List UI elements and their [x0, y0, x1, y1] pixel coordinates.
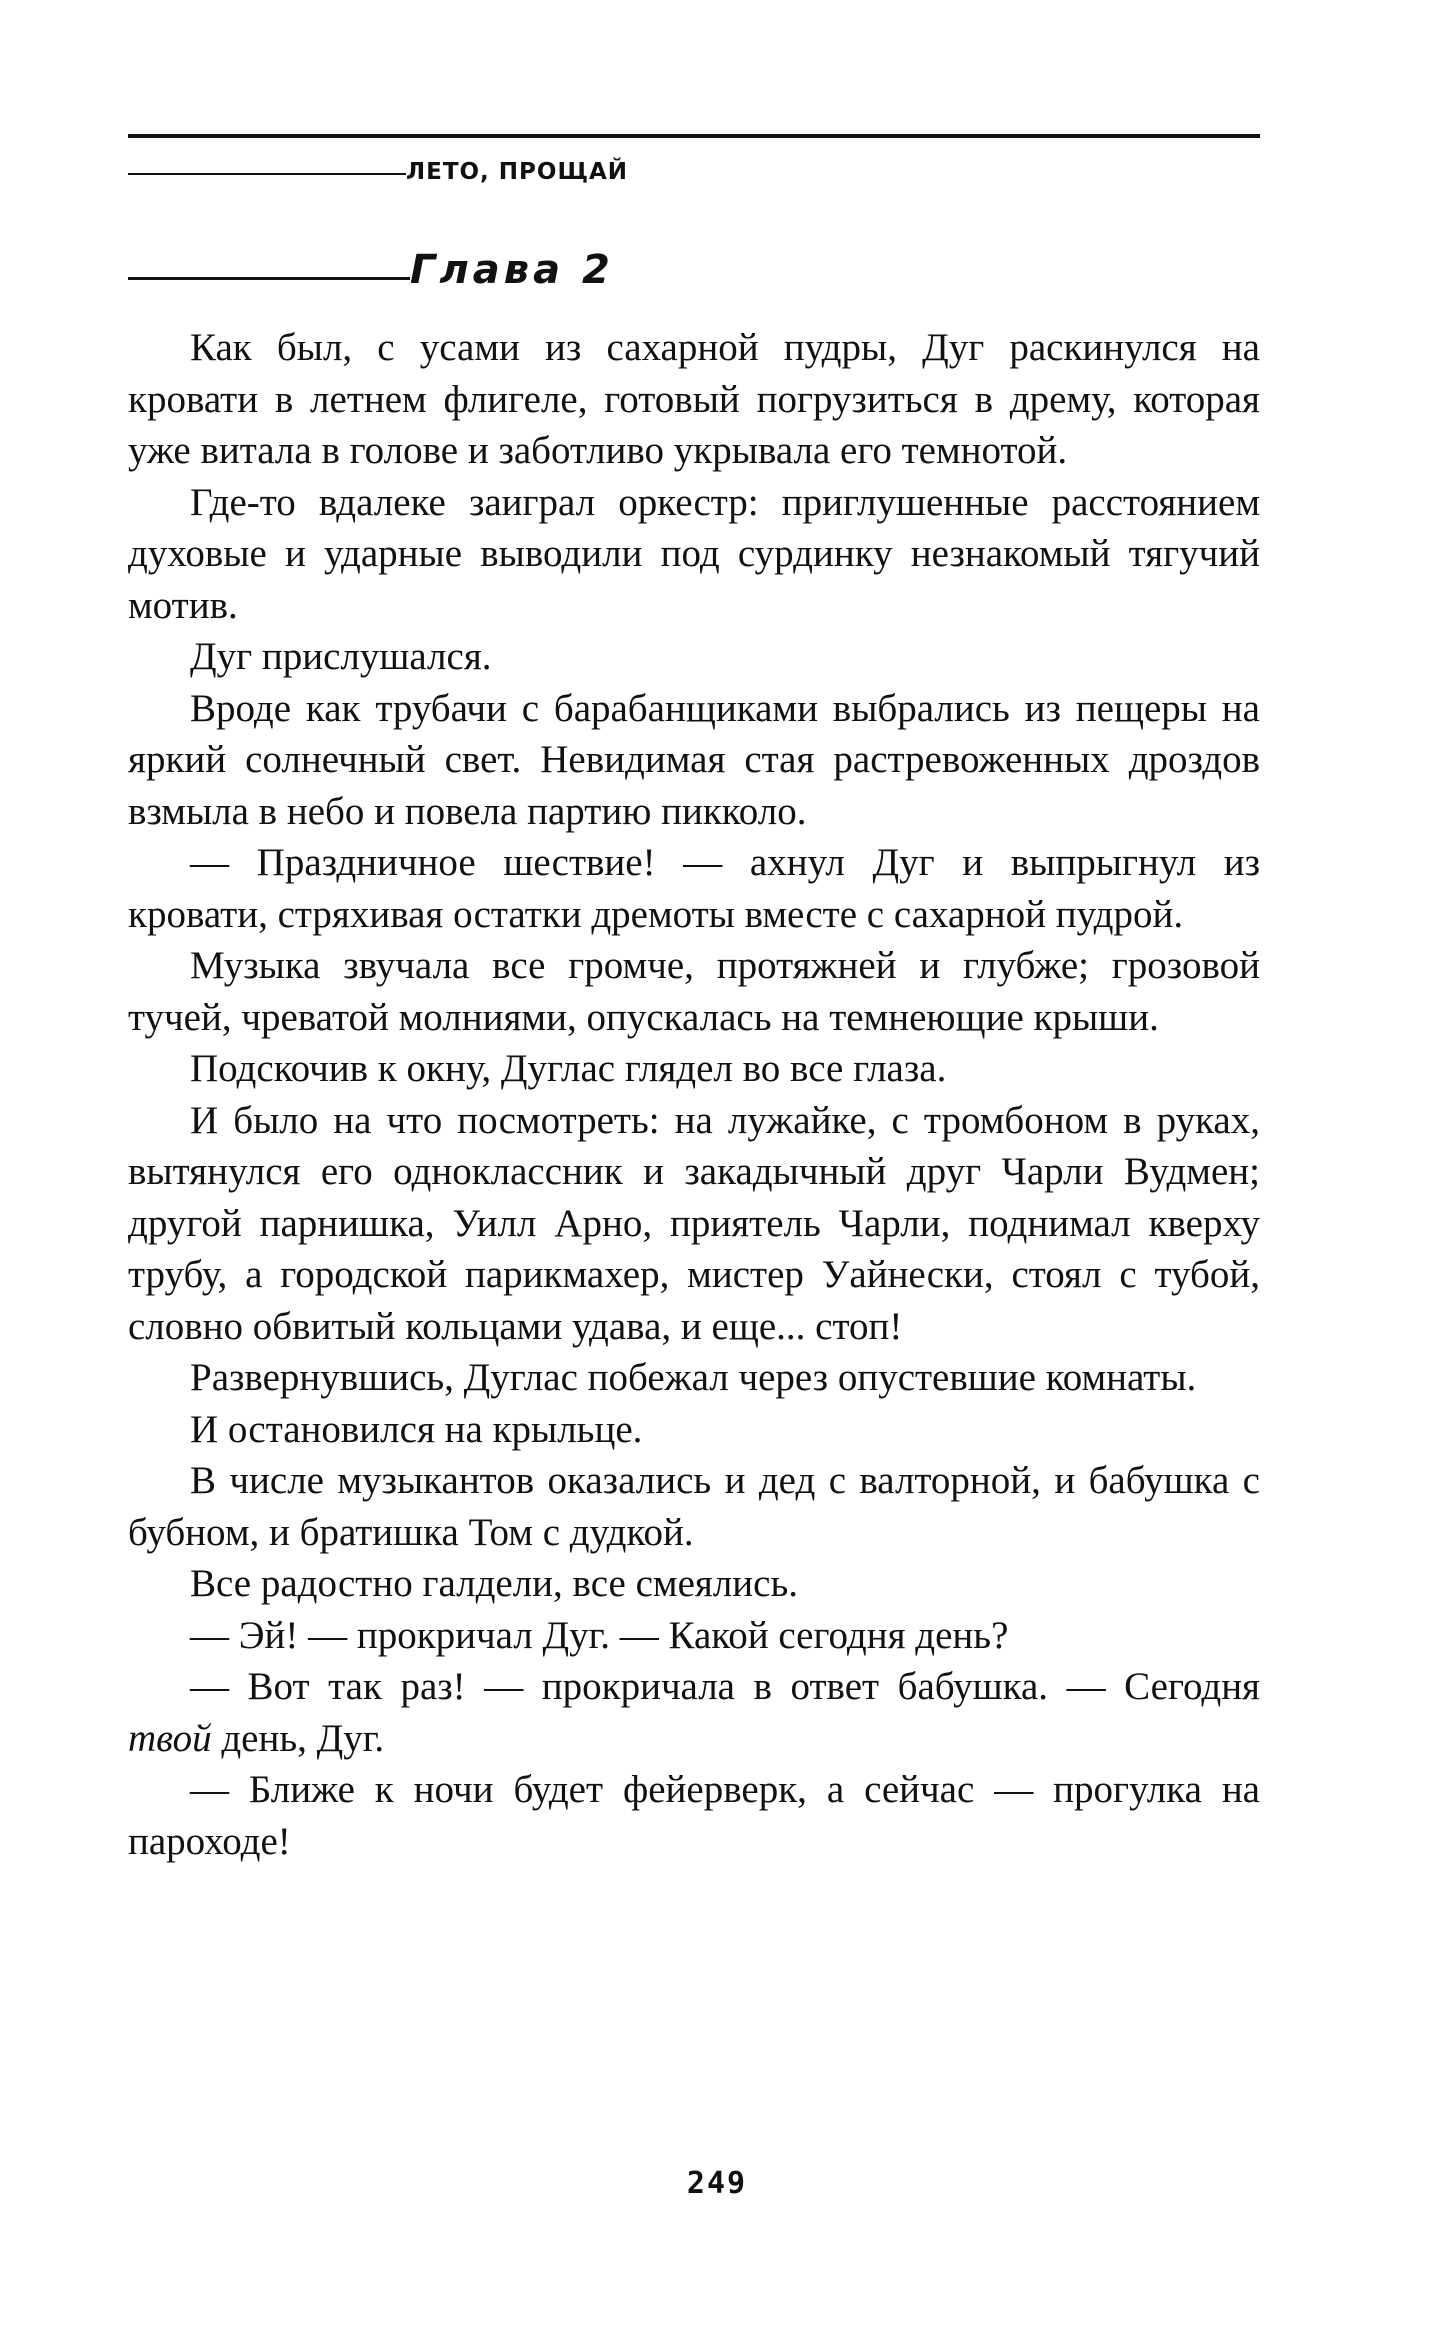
paragraph: В числе музыкантов оказались и дед с валторной, и бабушка с бубном, и братишка Том с дудкой. [128, 1459, 1260, 1554]
running-head [128, 150, 628, 184]
page-number: 249 [686, 2166, 748, 2201]
paragraph: Как был, с усами из сахарной пудры, Дуг раскинулся на кровати в летнем флигеле, готовый погрузиться в дрему, которая уже витала в голове и заботливо укрывала его темнотой. [128, 326, 1260, 472]
paragraph: Вроде как трубачи с барабанщиками выбрались из пещеры на яркий солнечный свет. Невидимая стая растревоженных дроздов взмыла в небо и повела партию пикколо. [128, 686, 1260, 833]
body-text [128, 322, 1260, 1867]
chapter-heading [128, 240, 614, 293]
chapter-title: Глава 2 [410, 247, 614, 293]
running-head-rule [128, 173, 406, 175]
paragraph: Где-то вдалеке заиграл оркестр: приглушенные расстоянием духовые и ударные выводили под сурдинку незнакомый тягучий мотив. [128, 480, 1260, 627]
paragraph: Музыка звучала все громче, протяжней и глубже; грозовой тучей, чреватой молниями, опускалась на темнеющие крыши. [128, 944, 1260, 1039]
chapter-heading-rule [128, 277, 410, 280]
running-head-title: ЛЕТО, ПРОЩАЙ [406, 159, 628, 185]
paragraph-text: — Вот так раз! — прокричала в ответ бабушка. — Сегодня [190, 1665, 1260, 1708]
emphasized-word: твой [128, 1716, 212, 1760]
paragraph: И остановился на крыльце. [190, 1407, 643, 1451]
paragraph: — Эй! — прокричал Дуг. — Какой сегодня день? [190, 1613, 1009, 1657]
paragraph: — Ближе к ночи будет фейерверк, а сейчас — прогулка на пароходе! [128, 1768, 1260, 1863]
paragraph: Подскочив к окну, Дуглас глядел во все глаза. [190, 1047, 947, 1090]
paragraph: И было на что посмотреть: на лужайке, с тромбоном в руках, вытянулся его одноклассник и закадычный друг Чарли Вудмен; другой парнишка, Уилл Арно, приятель Чарли, поднимал кверху трубу, а городской парикмахер, мистер Уайнески, стоял с тубой, словно обвитый кольцами удава, и еще... стоп! [128, 1098, 1260, 1348]
header-rule [128, 134, 1260, 138]
paragraph: — Праздничное шествие! — ахнул Дуг и выпрыгнул из кровати, стряхивая остатки дремоты вместе с сахарной пудрой. [128, 841, 1260, 936]
paragraph: Все радостно галдели, все смеялись. [190, 1562, 799, 1605]
paragraph [128, 1661, 1260, 1764]
paragraph: Дуг прислушался. [190, 635, 492, 678]
paragraph: Развернувшись, Дуглас побежал через опустевшие комнаты. [190, 1356, 1197, 1399]
paragraph-text: день, Дуг. [211, 1716, 385, 1760]
